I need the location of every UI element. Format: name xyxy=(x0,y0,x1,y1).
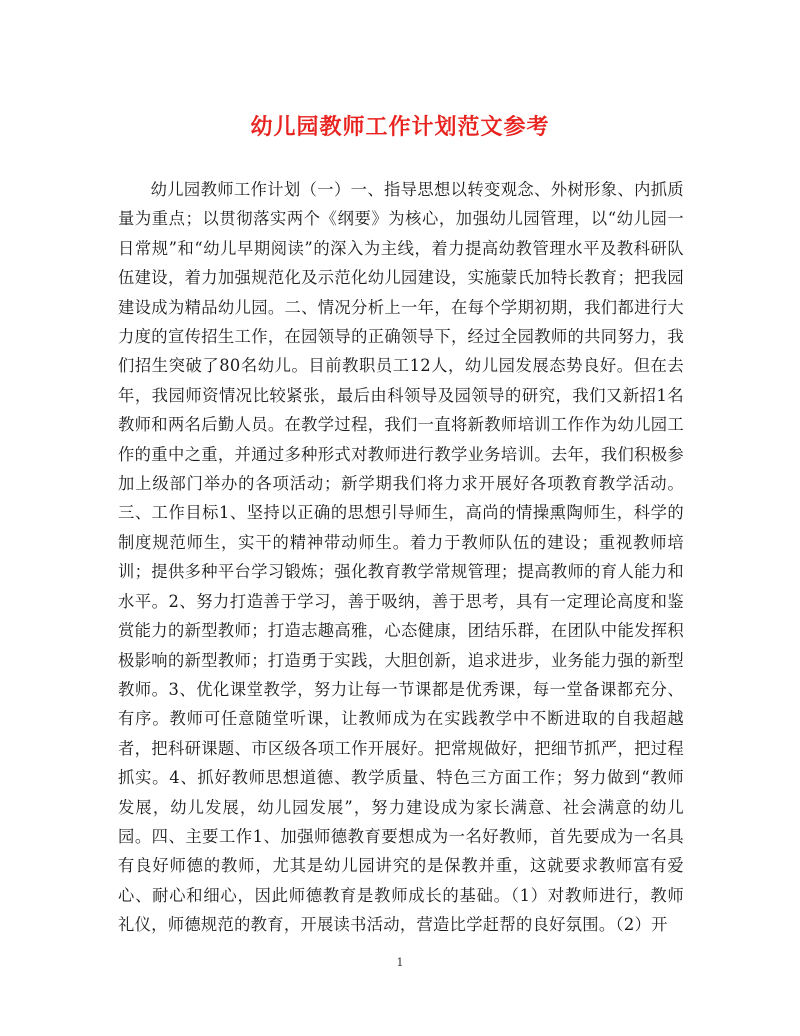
document-body-paragraph: 幼儿园教师工作计划（一）一、指导思想以转变观念、外树形象、内抓质量为重点；以贯彻落实两个《纲要》为核心，加强幼儿园管理，以“幼儿园一日常规”和“幼儿早期阅读”的深入为主线，着力提高幼教管理水平及教科研队伍建设，着力加强规范化及示范化幼儿园建设，实施蒙氏加特长教育；把我园建设成为精品幼儿园。二、情况分析上一年，在每个学期初期，我们都进行大力度的宣传招生工作，在园领导的正确领导下，经过全园教师的共同努力，我们招生突破了80名幼儿。目前教职员工12人，幼儿园发展态势良好。但在去年，我园师资情况比较紧张，最后由科领导及园领导的研究，我们又新招1名教师和两名后勤人员。在教学过程，我们一直将新教师培训工作作为幼儿园工作的重中之重，并通过多种形式对教师进行教学业务培训。去年，我们积极参加上级部门举办的各项活动；新学期我们将力求开展好各项教育教学活动。三、工作目标1、坚持以正确的思想引导师生，高尚的情操熏陶师生，科学的制度规范师生，实干的精神带动师生。着力于教师队伍的建设；重视教师培训；提供多种平台学习锻炼；强化教育教学常规管理；提高教师的育人能力和水平。2、努力打造善于学习，善于吸纳，善于思考，具有一定理论高度和鉴赏能力的新型教师；打造志趣高雅，心态健康，团结乐群，在团队中能发挥积极影响的新型教师；打造勇于实践，大胆创新，追求进步，业务能力强的新型教师。3、优化课堂教学，努力让每一节课都是优秀课，每一堂备课都充分、有序。教师可任意随堂听课，让教师成为在实践教学中不断进取的自我超越者，把科研课题、市区级各项工作开展好。把常规做好，把细节抓严，把过程抓实。4、抓好教师思想道德、教学质量、特色三方面工作；努力做到“教师发展，幼儿发展，幼儿园发展”，努力建设成为家长满意、社会满意的幼儿园。四、主要工作1、加强师德教育要想成为一名好教师，首先要成为一名具有良好师德的教师，尤其是幼儿园讲究的是保教并重，这就要求教师富有爱心、耐心和细心，因此师德教育是教师成长的基础。（1）对教师进行，教师礼仪，师德规范的教育，开展读书活动，营造比学赶帮的良好氛围。（2）开 xyxy=(118,180,684,935)
document-title: 幼儿园教师工作计划范文参考 xyxy=(250,114,550,140)
page-number: 1 xyxy=(396,956,404,969)
